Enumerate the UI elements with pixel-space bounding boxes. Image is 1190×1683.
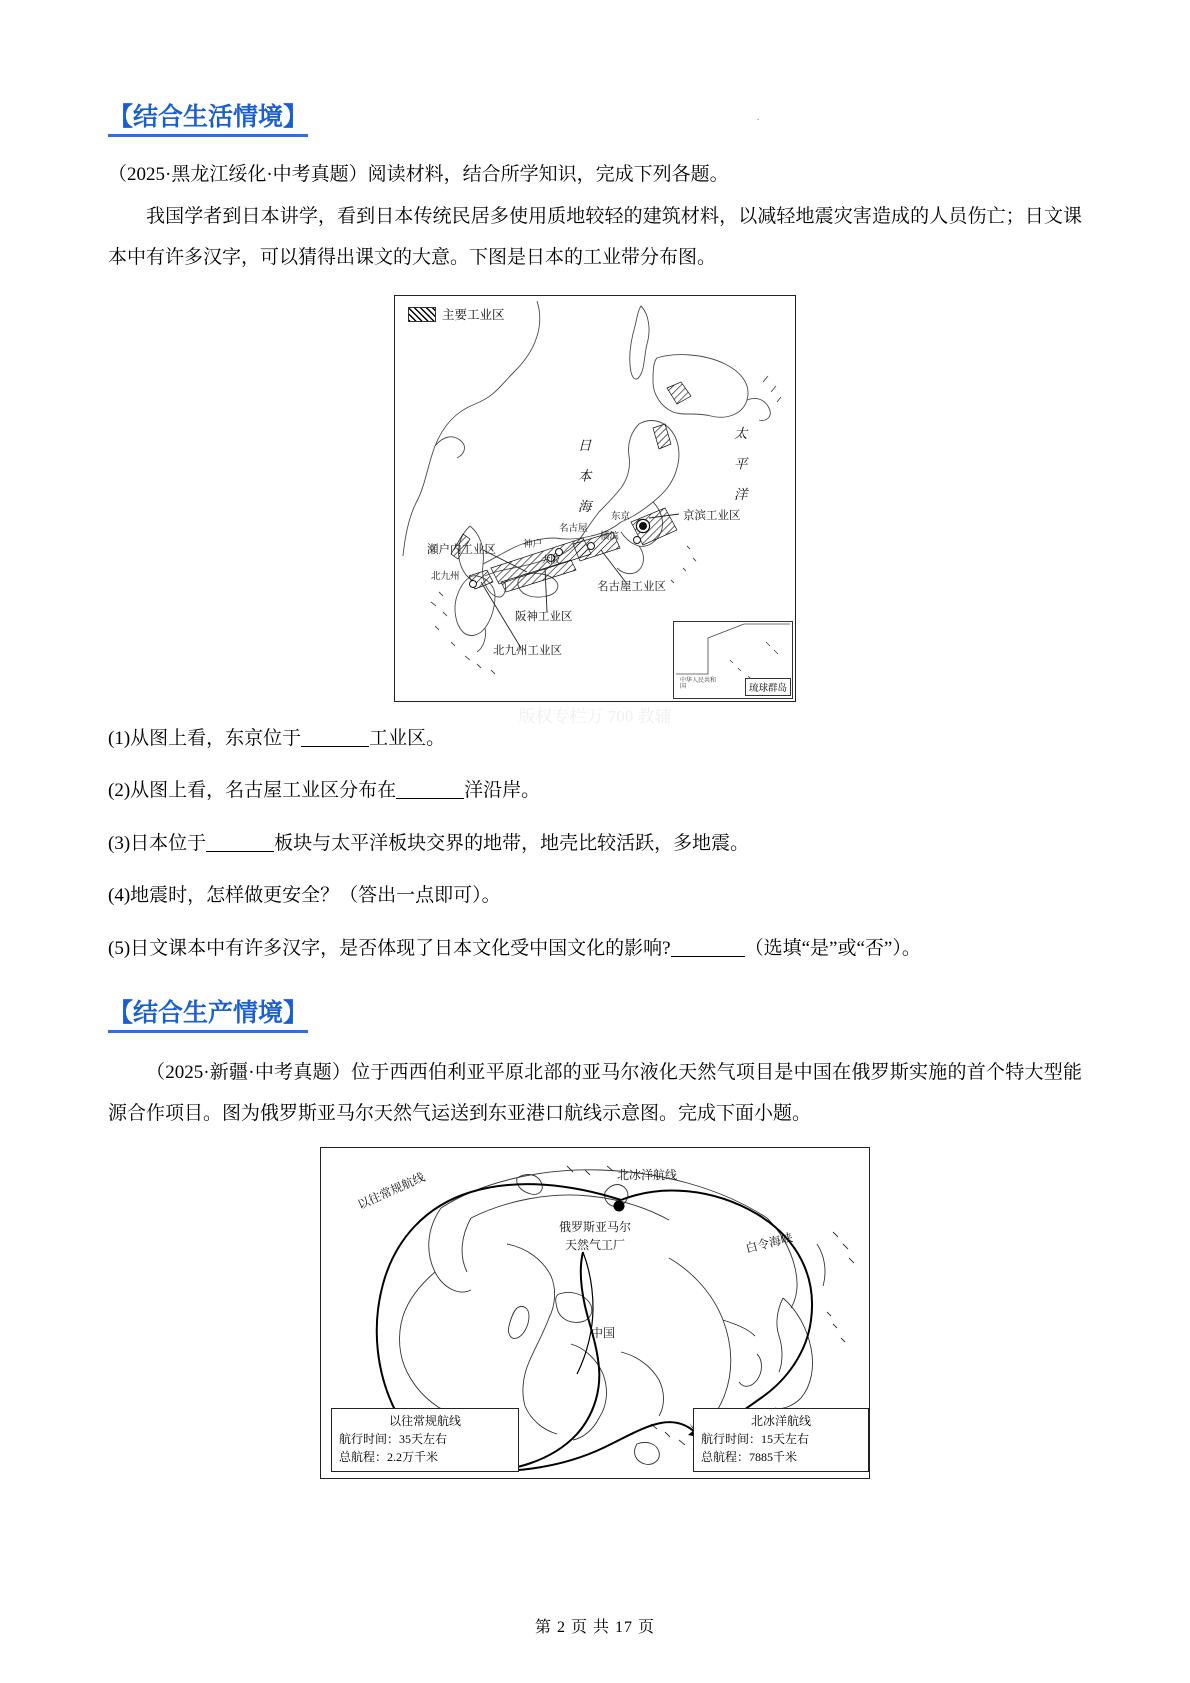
question-2-number: (2) [108,780,131,802]
city-dot-kitakyushu [469,580,477,588]
question-5-text-after: （选填“是”或“否”）。 [744,937,921,959]
pacific-ocean-label: 太 平 洋 [731,426,747,502]
question-1 [108,724,1082,754]
infobox-right-title: 北冰洋航线 [750,1413,811,1428]
section-1-heading-wrap [108,102,1082,143]
figure-2-wrap [108,1147,1082,1479]
section-2-passage: （2025·新疆·中考真题）位于西西伯利亚平原北部的亚马尔液化天然气项目是中国在俄罗斯实施的首个特大型能源合作项目。图为俄罗斯亚马尔天然气运送到东亚港口航线示意图。完成下面小题。 [108,1062,1082,1125]
label-city-kobe: 神户 [523,540,543,551]
label-city-yokohama: 横滨 [600,532,620,543]
label-kitakyushu-industrial-zone: 北九州工业区 [493,645,562,658]
label-china: 中国 [591,1325,616,1340]
question-1-text-before: 从图上看，东京位于 [130,728,302,750]
sea-of-japan-label: 日 本 海 [575,438,591,514]
infobox-left-duration: 航行时间：35天左右 [339,1432,448,1447]
label-city-nagoya: 名古屋 [559,524,588,535]
arctic-route-map [320,1147,870,1479]
question-4-text: 地震时，怎样做更安全？（答出一点即可）。 [130,885,501,907]
label-bering-strait: 白令海峡 [744,1230,795,1256]
label-city-tokyo: 东京 [611,512,631,523]
question-1-blank[interactable] [301,746,369,747]
question-4 [108,881,1082,911]
infobox-left-title: 以往常规航线 [388,1413,461,1428]
infobox-left-distance: 总航程：2.2万千米 [339,1449,439,1464]
question-3-number: (3) [108,832,131,854]
yamal-plant-dot [614,1200,625,1211]
question-5 [108,934,1082,964]
label-conventional-route: 以往常规航线 [355,1169,427,1212]
legend-label: 主要工业区 [442,308,505,323]
city-dot-nagoya [587,542,595,550]
section-1-source-line: （2025·黑龙江绥化·中考真题）阅读材料，结合所学知识，完成下列各题。 [108,164,729,186]
section-2-heading-wrap [108,998,1082,1039]
question-2-text-before: 从图上看，名古屋工业区分布在 [130,780,397,802]
stray-mark: . [757,112,760,122]
inset-country-note: 中华人民共和国 [680,677,717,691]
question-2-text-after: 洋沿岸。 [464,780,541,802]
label-gas-plant: 天然气工厂 [565,1237,626,1252]
question-3-text-before: 日本位于 [130,832,207,854]
infobox-right-duration: 航行时间：15天左右 [701,1432,810,1447]
city-dot-yokohama [633,536,641,544]
infobox-right-distance: 总航程：7885千米 [701,1449,798,1464]
infobox-arctic-route [693,1408,869,1472]
label-city-osaka: 大阪 [541,556,561,567]
label-hanshin-industrial-zone: 阪神工业区 [515,611,573,624]
question-3-blank[interactable] [206,851,274,852]
question-5-blank[interactable] [671,956,745,957]
question-2-blank[interactable] [396,798,464,799]
inset-caption-ryukyu: 琉球群岛 [745,678,791,696]
question-3-text-after: 板块与太平洋板块交界的地带，地壳比较活跃，多地震。 [274,832,750,854]
question-2 [108,776,1082,806]
question-3 [108,829,1082,859]
label-keihin-industrial-zone: 京滨工业区 [683,510,741,523]
label-arctic-route: 北冰洋航线 [617,1167,678,1182]
figure-1-wrap [108,295,1082,727]
section-1-heading: 【结合生活情境】 [108,102,308,137]
question-1-text-after: 工业区。 [369,728,446,750]
question-1-number: (1) [108,728,131,750]
section-1-passage: 我国学者到日本讲学，看到日本传统民居多使用质地较轻的建筑材料，以减轻地震灾害造成的人员伤亡；日文课本中有许多汉字，可以猜得出课文的大意。下图是日本的工业带分布图。 [108,206,1082,269]
question-4-number: (4) [108,885,131,907]
question-5-text-before: 日文课本中有许多汉字，是否体现了日本文化受中国文化的影响? [130,937,671,959]
label-city-kitakyushu: 北九州 [431,572,460,583]
label-setouchi-industrial-zone: 瀬户内工业区 [427,544,496,557]
figure-watermark: 版权专栏万 700 教辅 [518,707,672,727]
section-2-heading: 【结合生产情境】 [108,998,308,1033]
infobox-conventional-route [331,1408,519,1472]
label-nagoya-industrial-zone: 名古屋工业区 [597,581,666,594]
japan-industry-map [394,295,796,727]
question-5-number: (5) [108,937,131,959]
label-yamal-russia: 俄罗斯亚马尔 [559,1219,632,1234]
page-footer: 第 2 页 共 17 页 [534,1619,655,1636]
city-dot-osaka [555,548,563,556]
city-dot-tokyo [639,522,647,530]
